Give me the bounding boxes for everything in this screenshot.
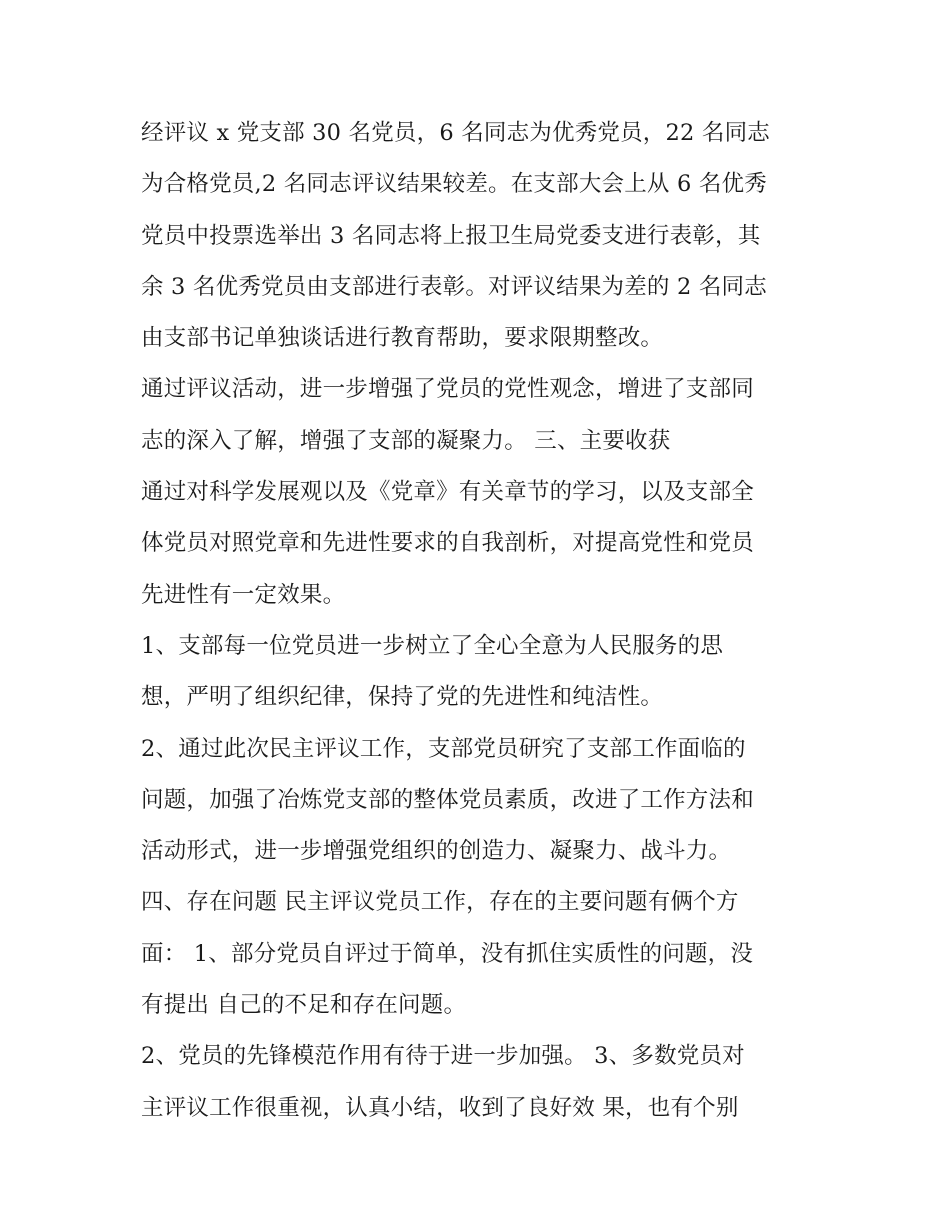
text-line: 余 3 名优秀党员由支部进行表彰。对评议结果为差的 2 名同志 (141, 273, 767, 300)
text-line: 问题，加强了冶炼党支部的整体党员素质，改进了工作方法和 (141, 786, 754, 813)
text-line: 面： 1、部分党员自评过于简单，没有抓住实质性的问题，没 (141, 940, 754, 967)
text-line: 党员中投票选举出 3 名同志将上报卫生局党委支进行表彰，其 (141, 222, 761, 249)
text-line: 经评议 x 党支部 30 名党员，6 名同志为优秀党员，22 名同志 (141, 120, 770, 146)
text-line: 活动形式，进一步增强党组织的创造力、凝聚力、战斗力。 (141, 838, 732, 865)
text-line: 2、通过此次民主评议工作，支部党员研究了支部工作面临的 (141, 735, 746, 762)
text-line: 体党员对照党章和先进性要求的自我剖析，对提高党性和党员 (141, 530, 754, 557)
text-line: 为合格党员,2 名同志评议结果较差。在支部大会上从 6 名优秀 (141, 171, 767, 198)
body-text (141, 108, 821, 1134)
text-line: 1、支部每一位党员进一步树立了全心全意为人民服务的思 (141, 632, 724, 659)
text-line: 四、存在问题 民主评议党员工作，存在的主要问题有俩个方 (141, 889, 739, 916)
text-line: 想，严明了组织纪律，保持了党的先进性和纯洁性。 (141, 684, 664, 711)
text-line: 2、党员的先锋模范作用有待于进一步加强。 3、多数党员对 (141, 1043, 745, 1070)
text-line: 通过评议活动，进一步增强了党员的党性观念，增进了支部同 (141, 376, 754, 403)
text-line: 志的深入了解，增强了支部的凝聚力。 三、主要收获 (141, 427, 671, 454)
text-line: 由支部书记单独谈话进行教育帮助，要求限期整改。 (141, 325, 664, 352)
text-line: 先进性有一定效果。 (141, 581, 346, 608)
text-line: 通过对科学发展观以及《党章》有关章节的学习，以及支部全 (141, 479, 754, 506)
text-line: 主评议工作很重视，认真小结，收到了良好效 果，也有个别 (141, 1094, 739, 1121)
text-line: 有提出 自己的不足和存在问题。 (141, 992, 467, 1019)
